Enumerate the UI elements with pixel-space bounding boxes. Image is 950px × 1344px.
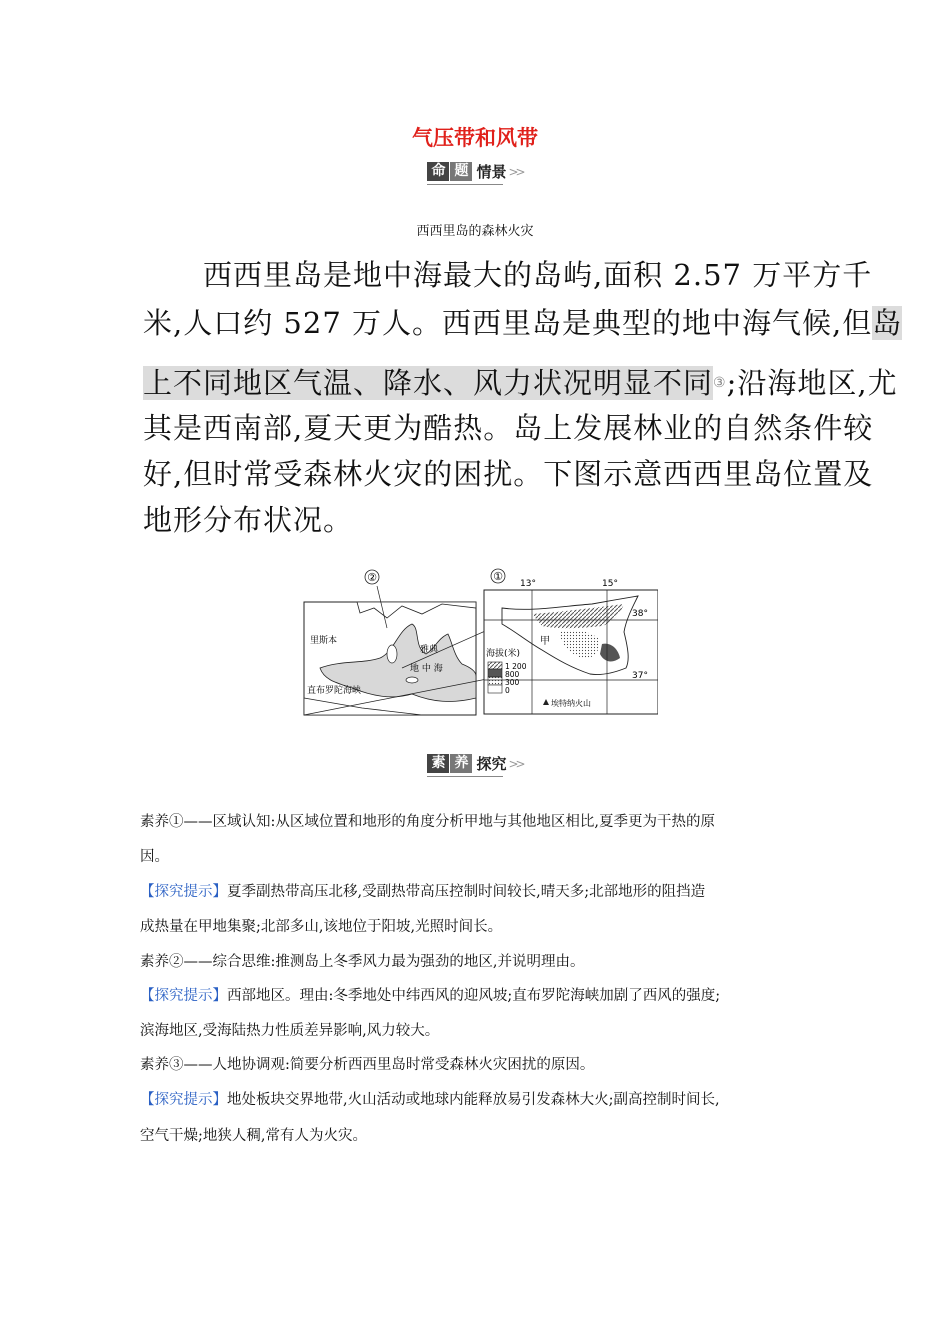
map-marker-1: ① <box>493 570 503 583</box>
question-3-line-1: 素养③——人地协调观:简要分析西西里岛时常受森林火灾困扰的原因。 <box>140 1057 595 1073</box>
label-gibraltar: 直布罗陀海峡 <box>307 686 362 696</box>
mediterranean-map <box>304 570 492 715</box>
answer-1-line-2: 成热量在甲地集聚;北部多山,该地位于阳坡,光照时间长。 <box>140 919 503 935</box>
banner-text: 探究 <box>476 755 507 773</box>
answer-3-line-2: 空气干燥;地狭人稠,常有人为火灾。 <box>140 1128 367 1144</box>
banner-arrow-icon: >> <box>508 756 523 771</box>
label-lon-13: 13° <box>520 579 536 589</box>
passage-line-1 <box>143 250 903 300</box>
answer-2-line-2: 滨海地区,受海陆热力性质差异影响,风力较大。 <box>140 1023 440 1039</box>
map-marker-2: ② <box>367 571 377 584</box>
legend-swatch-300 <box>488 677 502 685</box>
answer-2-line-1 <box>140 986 830 1006</box>
passage-line-6: 地形分布状况。 <box>143 503 354 537</box>
label-lon-15: 15° <box>602 579 618 589</box>
question-1-line-2: 因。 <box>140 849 169 865</box>
passage-text: 西西里岛是地中海最大的岛屿,面积 2.57 万平方千 <box>203 258 873 292</box>
legend-swatch-0 <box>488 685 502 693</box>
passage-text: ;沿海地区,尤 <box>726 366 898 400</box>
legend-title: 海拔(米) <box>486 649 521 659</box>
answer-3-line-1 <box>140 1090 830 1110</box>
banner-char-2: 养 <box>450 754 472 773</box>
legend-level-1200: 1 200 <box>505 662 527 671</box>
answer-1-line-1 <box>140 882 830 902</box>
hint-tag: 【探究提示】 <box>140 988 227 1004</box>
sicily-map-figure <box>302 568 658 718</box>
label-lat-37: 37° <box>632 671 648 681</box>
passage-line-3 <box>143 358 903 408</box>
answer-text: 地处板块交界地带,火山活动或地球内能释放易引发森林大火;副高控制时间长, <box>227 1092 720 1108</box>
highlighted-text: 上不同地区气温、降水、风力状况明显不同 <box>143 366 714 400</box>
sicily-terrain-map <box>484 569 658 714</box>
banner-char-2: 题 <box>450 162 472 181</box>
banner-underline <box>427 184 502 185</box>
passage-line-2 <box>143 298 903 348</box>
label-athens: 雅典 <box>420 645 439 655</box>
document-title: 气压带和风带 <box>412 126 538 150</box>
legend-level-0: 0 <box>505 686 510 695</box>
label-etna: 埃特纳火山 <box>551 699 591 708</box>
hint-tag: 【探究提示】 <box>140 884 227 900</box>
question-1-line-1: 素养①——区域认知:从区域位置和地形的角度分析甲地与其他地区相比,夏季更为干热的原 <box>140 814 715 830</box>
banner-text: 情景 <box>476 163 507 181</box>
footnote-marker: ③ <box>713 375 727 391</box>
legend-level-300: 300 <box>505 678 520 687</box>
hint-tag: 【探究提示】 <box>140 1092 227 1108</box>
label-mediterranean: 地 中 海 <box>410 664 443 674</box>
section-banner-inquiry <box>0 752 950 774</box>
passage-line-5: 好,但时常受森林火灾的困扰。下图示意西西里岛位置及 <box>143 457 874 491</box>
legend-level-800: 800 <box>505 670 520 679</box>
label-lat-38: 38° <box>632 609 648 619</box>
banner-arrow-icon: >> <box>508 164 523 179</box>
legend-swatch-1200 <box>488 662 502 669</box>
passage-line-4: 其是西南部,夏天更为酷热。岛上发展林业的自然条件较 <box>143 411 874 445</box>
label-lisbon: 里斯本 <box>310 636 338 646</box>
passage-subtitle: 西西里岛的森林火灾 <box>416 224 534 239</box>
banner-char-1: 命 <box>427 162 449 181</box>
question-2-line-1: 素养②——综合思维:推测岛上冬季风力最为强劲的地区,并说明理由。 <box>140 954 585 970</box>
banner-char-1: 素 <box>427 754 449 773</box>
banner-underline <box>427 776 502 777</box>
passage-text: 米,人口约 527 万人。西西里岛是典型的地中海气候,但 <box>143 306 873 340</box>
highlighted-text: 岛 <box>872 306 903 340</box>
section-banner-scenario <box>0 160 950 182</box>
label-jia: 甲 <box>540 636 550 647</box>
answer-text: 夏季副热带高压北移,受副热带高压控制时间较长,晴天多;北部地形的阻挡造 <box>227 884 706 900</box>
answer-text: 西部地区。理由:冬季地处中纬西风的迎风坡;直布罗陀海峡加剧了西风的强度; <box>227 988 721 1004</box>
legend-swatch-800 <box>488 669 502 677</box>
